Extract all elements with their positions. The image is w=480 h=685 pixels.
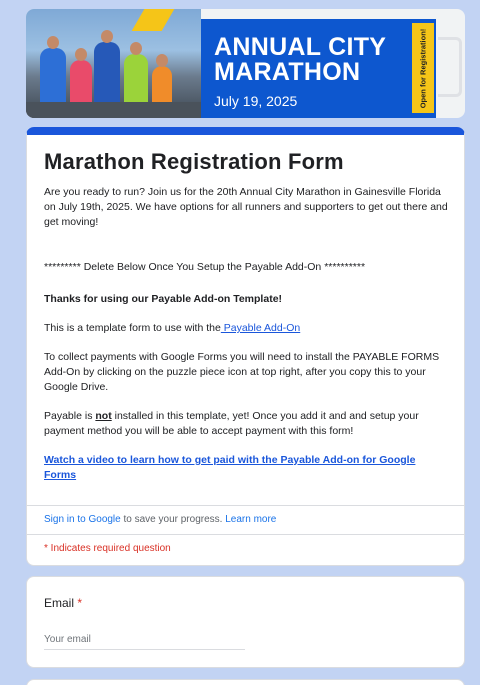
payable-paragraph (44, 409, 448, 439)
banner-decoration (438, 37, 462, 97)
form-intro: Are you ready to run? Join us for the 20th Annual City Marathon in Gainesville Florida on July 19th, 2025. We have options for all runners and supporters to get out there and get moving! (44, 186, 448, 228)
payable-post: installed in this template, yet! Once you add it and and setup your payment method you will be able to accept payment with this form! (44, 410, 419, 437)
signin-row (27, 506, 464, 534)
payable-not: not (95, 410, 112, 422)
runners-photo (26, 9, 201, 118)
required-note: * Indicates required question (44, 543, 171, 554)
banner-tag (412, 23, 434, 113)
video-link[interactable]: Watch a video to learn how to get paid with the Payable Add-on for Google Forms (44, 454, 416, 481)
email-label (44, 596, 82, 610)
page-title: Marathon Registration Form (44, 149, 344, 174)
email-label-text: Email (44, 596, 75, 610)
sign-in-link[interactable]: Sign in to Google (44, 514, 121, 525)
video-paragraph (44, 453, 448, 483)
banner-title: ANNUAL CITY MARATHON (214, 33, 387, 86)
collect-payments-text: To collect payments with Google Forms you will need to install the PAYABLE FORMS Add-On by clicking on the puzzle piece icon at top right, after you copy this to your Google Drive. (44, 351, 440, 393)
banner-tag-text: Open for Registration! (418, 28, 428, 108)
delete-note: ********* Delete Below Once You Setup the Payable Add-On ********** (44, 261, 366, 273)
banner-date: July 19, 2025 (214, 93, 298, 109)
required-star: * (77, 596, 83, 610)
template-text: This is a template form to use with the (44, 322, 221, 334)
template-paragraph (44, 321, 448, 336)
payable-addon-link[interactable]: Payable Add-On (220, 322, 301, 334)
next-question-card (26, 679, 465, 685)
email-question-card (26, 576, 465, 668)
email-input[interactable] (44, 631, 245, 650)
road (26, 102, 201, 118)
learn-more-link[interactable]: Learn more (225, 514, 277, 525)
header-banner-image (26, 9, 465, 118)
payable-pre: Payable is (44, 410, 96, 422)
thanks-text: Thanks for using our Payable Add-on Template! (44, 293, 283, 305)
form-header-card (26, 127, 465, 566)
signin-text: to save your progress. (120, 514, 226, 525)
